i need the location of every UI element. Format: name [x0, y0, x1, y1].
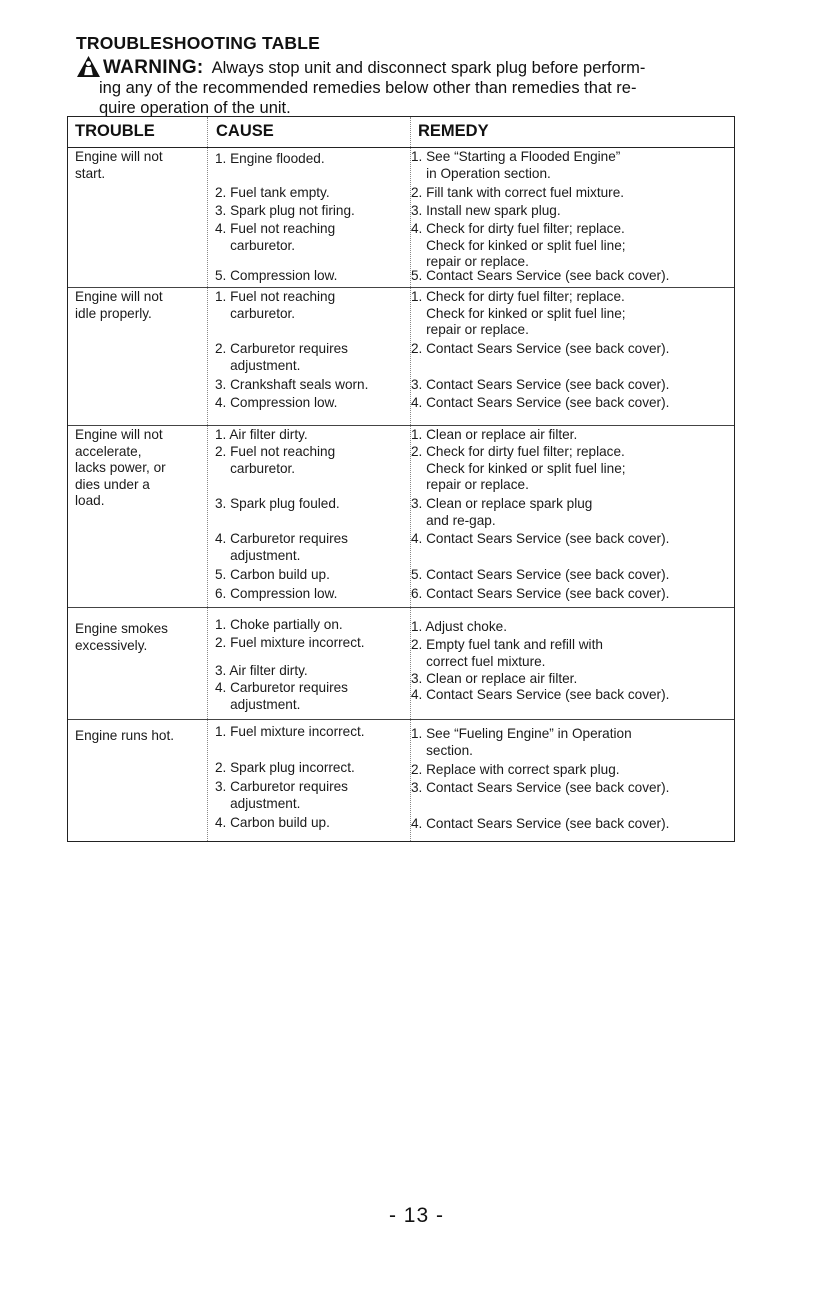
remedy-item: 3. Clean or replace air filter. — [411, 671, 578, 686]
remedy-item: 6. Contact Sears Service (see back cover). — [411, 586, 670, 601]
remedy-item: 2. Replace with correct spark plug. — [411, 762, 620, 777]
remedy-item: 5. Contact Sears Service (see back cover). — [411, 268, 670, 283]
warning-word: WARNING: — [103, 57, 204, 78]
warning-text-line1: Always stop unit and disconnect spark plug before perform- — [211, 59, 646, 77]
header-remedy: REMEDY — [418, 122, 489, 140]
row-divider — [68, 607, 734, 608]
remedy-item: 2. Check for dirty fuel filter; replace. Check for kinked or split fuel line; repair or replace. — [411, 444, 626, 492]
remedy-item: 2. Contact Sears Service (see back cover). — [411, 341, 670, 356]
trouble-cell: Engine runs hot. — [75, 728, 174, 743]
cause-item: 1. Fuel mixture incorrect. — [215, 724, 365, 739]
row-divider — [68, 425, 734, 426]
cause-item: 6. Compression low. — [215, 586, 338, 601]
header-cause: CAUSE — [216, 122, 274, 140]
warning-text-line3: quire operation of the unit. — [99, 99, 291, 117]
remedy-item: 4. Contact Sears Service (see back cover). — [411, 395, 670, 410]
cause-item: 5. Carbon build up. — [215, 567, 330, 582]
remedy-item: 3. Contact Sears Service (see back cover). — [411, 377, 670, 392]
cause-item: 4. Compression low. — [215, 395, 338, 410]
page-title: TROUBLESHOOTING TABLE — [76, 33, 321, 53]
column-divider — [207, 117, 208, 841]
remedy-item: 1. Check for dirty fuel filter; replace. Check for kinked or split fuel line; repair or replace. — [411, 289, 626, 337]
cause-item: 3. Spark plug fouled. — [215, 496, 340, 511]
trouble-cell: Engine will not idle properly. — [75, 289, 163, 321]
cause-item: 1. Air filter dirty. — [215, 427, 308, 442]
remedy-item: 5. Contact Sears Service (see back cover). — [411, 567, 670, 582]
trouble-cell: Engine smokes excessively. — [75, 621, 168, 653]
cause-item: 3. Air filter dirty. — [215, 663, 308, 678]
trouble-cell: Engine will not accelerate, lacks power, or dies under a load. — [75, 427, 166, 508]
cause-item: 4. Carburetor requires adjustment. — [215, 531, 348, 563]
page-number: - 13 - — [388, 1204, 444, 1227]
cause-item: 3. Crankshaft seals worn. — [215, 377, 369, 392]
remedy-item: 3. Contact Sears Service (see back cover). — [411, 780, 670, 795]
cause-item: 2. Fuel not reaching carburetor. — [215, 444, 336, 476]
remedy-item: 4. Contact Sears Service (see back cover). — [411, 531, 670, 546]
header-trouble: TROUBLE — [75, 122, 155, 140]
cause-item: 2. Carburetor requires adjustment. — [215, 341, 348, 373]
remedy-item: 1. See “Starting a Flooded Engine” in Operation section. — [411, 149, 621, 181]
cause-item: 1. Engine flooded. — [215, 151, 325, 166]
row-divider — [68, 287, 734, 288]
remedy-item: 2. Empty fuel tank and refill with correct fuel mixture. — [411, 637, 603, 669]
troubleshooting-table — [67, 116, 735, 842]
remedy-item: 1. See “Fueling Engine” in Operation section. — [411, 726, 632, 758]
warning-text-line2: ing any of the recommended remedies below other than remedies that re- — [99, 79, 637, 97]
trouble-cell: Engine will not start. — [75, 149, 163, 181]
remedy-item: 4. Contact Sears Service (see back cover). — [411, 816, 670, 831]
cause-item: 1. Fuel not reaching carburetor. — [215, 289, 336, 321]
cause-item: 2. Spark plug incorrect. — [215, 760, 355, 775]
cause-item: 4. Carbon build up. — [215, 815, 330, 830]
cause-item: 2. Fuel tank empty. — [215, 185, 330, 200]
table-header — [68, 117, 734, 148]
cause-item: 2. Fuel mixture incorrect. — [215, 635, 365, 650]
remedy-item: 1. Clean or replace air filter. — [411, 427, 578, 442]
cause-item: 4. Carburetor requires adjustment. — [215, 680, 348, 712]
warning-icon — [76, 55, 101, 78]
cause-item: 3. Spark plug not firing. — [215, 203, 355, 218]
cause-item: 4. Fuel not reaching carburetor. — [215, 221, 336, 253]
remedy-item: 3. Install new spark plug. — [411, 203, 561, 218]
cause-item: 5. Compression low. — [215, 268, 338, 283]
remedy-item: 3. Clean or replace spark plug and re-gap. — [411, 496, 593, 528]
remedy-item: 4. Check for dirty fuel filter; replace. Check for kinked or split fuel line; repair or replace. — [411, 221, 626, 269]
row-divider — [68, 719, 734, 720]
remedy-item: 4. Contact Sears Service (see back cover). — [411, 687, 670, 702]
remedy-item: 2. Fill tank with correct fuel mixture. — [411, 185, 625, 200]
warning-notice — [76, 55, 726, 118]
cause-item: 3. Carburetor requires adjustment. — [215, 779, 348, 811]
cause-item: 1. Choke partially on. — [215, 617, 343, 632]
remedy-item: 1. Adjust choke. — [411, 619, 507, 634]
